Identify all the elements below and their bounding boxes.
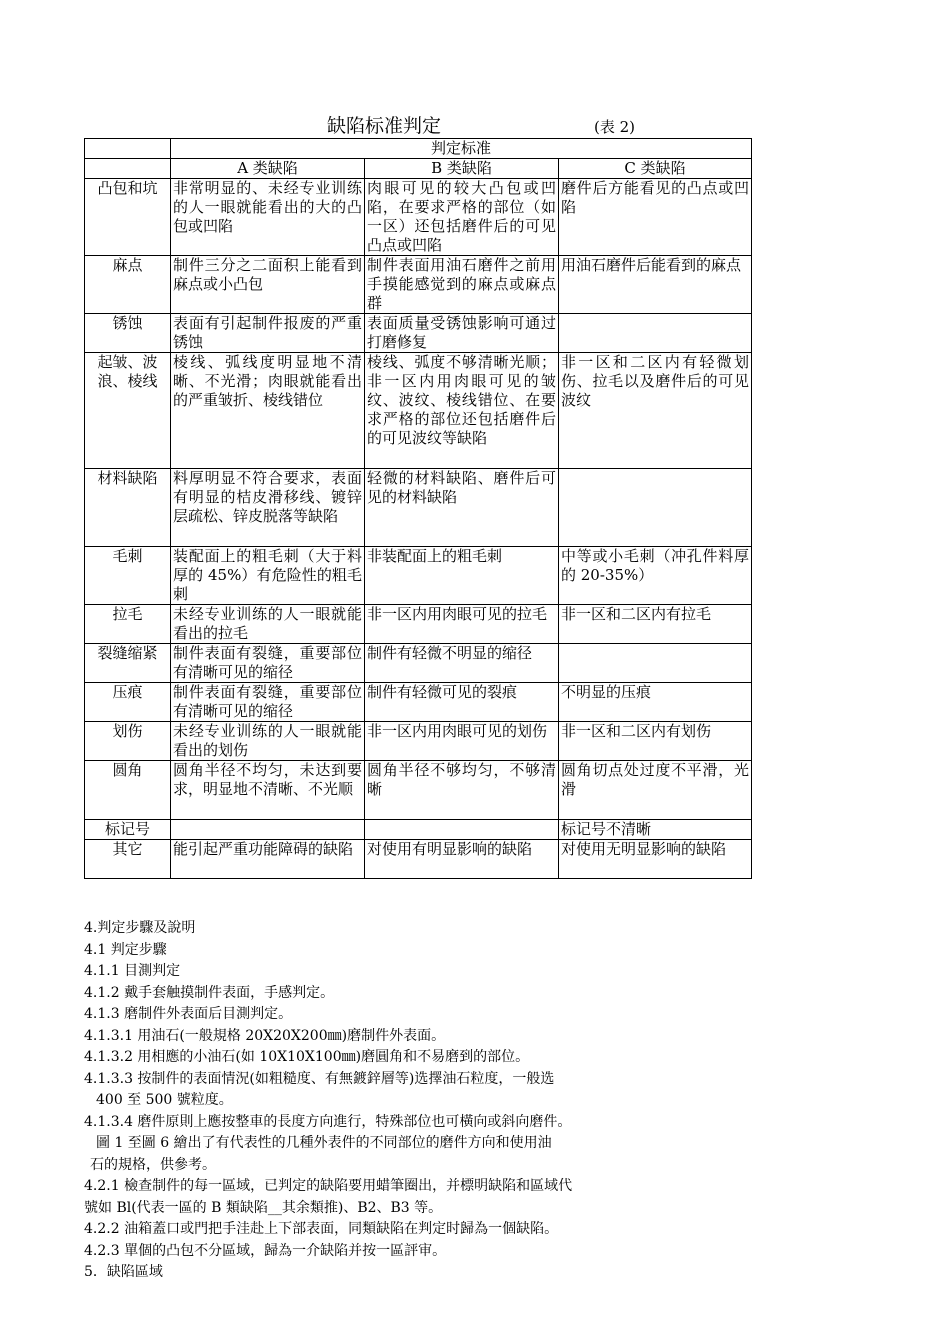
empty-header-cell bbox=[85, 139, 171, 159]
table-row bbox=[85, 179, 752, 256]
table-row bbox=[85, 256, 752, 314]
defect-criteria-table bbox=[84, 138, 752, 879]
a-class-cell: 表面有引起制件报废的严重锈蚀 bbox=[171, 314, 365, 353]
step-line: 400 至 500 號粒度。 bbox=[96, 1092, 233, 1108]
a-class-cell: 非常明显的、未经专业训练的人一眼就能看出的大的凸包或凹陷 bbox=[171, 179, 365, 256]
c-class-cell: 磨件后方能看见的凸点或凹陷 bbox=[559, 179, 752, 256]
category-cell: 拉毛 bbox=[85, 605, 171, 644]
b-class-cell: 肉眼可见的较大凸包或凹陷，在要求严格的部位（如一区）还包括磨件后的可见凸点或凹陷 bbox=[365, 179, 559, 256]
b-class-cell bbox=[365, 820, 559, 840]
c-class-cell bbox=[559, 469, 752, 547]
c-class-cell: 中等或小毛刺（冲孔件料厚的 20-35%） bbox=[559, 547, 752, 605]
step-line: 4.1.3 磨制件外表面后目測判定。 bbox=[84, 1006, 293, 1022]
step-line: 號如 Bl(代表一區的 B 類缺陷__其余類推)、B2、B3 等。 bbox=[84, 1199, 443, 1216]
step-line: 4.1.3.2 用相應的小油石(如 10X10X100㎜)磨圓角和不易磨到的部位。 bbox=[84, 1049, 530, 1065]
step-line: 4.1.3.3 按制件的表面情況(如粗糙度、有無鍍鋅層等)选擇油石粒度，一般选 bbox=[84, 1070, 555, 1087]
a-class-cell: 料厚明显不符合要求，表面有明显的桔皮滑移线、镀锌层疏松、锌皮脱落等缺陷 bbox=[171, 469, 365, 547]
b-class-cell: 表面质量受锈蚀影响可通过打磨修复 bbox=[365, 314, 559, 353]
a-class-cell: 圆角半径不均匀，未达到要求，明显地不清晰、不光顺 bbox=[171, 761, 365, 820]
table-row bbox=[85, 722, 752, 761]
category-cell: 裂缝缩紧 bbox=[85, 644, 171, 683]
step-line: 4.1.1 目測判定 bbox=[84, 963, 181, 979]
category-cell: 划伤 bbox=[85, 722, 171, 761]
category-cell: 圆角 bbox=[85, 761, 171, 820]
empty-header-cell bbox=[85, 159, 171, 179]
step-line: 石的規格，供參考。 bbox=[90, 1156, 216, 1173]
table-row bbox=[85, 683, 752, 722]
table-row bbox=[85, 820, 752, 840]
table-row bbox=[85, 644, 752, 683]
table-row bbox=[85, 605, 752, 644]
category-cell: 凸包和坑 bbox=[85, 179, 171, 256]
section-heading: 4.判定步驟及說明 bbox=[84, 920, 196, 936]
category-cell: 其它 bbox=[85, 840, 171, 879]
table-row bbox=[85, 469, 752, 547]
step-line: 4.2.1 檢查制件的每一區域，已判定的缺陷要用蜡筆圈出，并標明缺陷和區域代 bbox=[84, 1178, 573, 1194]
c-class-cell: 对使用无明显影响的缺陷 bbox=[559, 840, 752, 879]
b-class-cell: 制件有轻微不明显的缩径 bbox=[365, 644, 559, 683]
table-row bbox=[85, 353, 752, 469]
table-row bbox=[85, 840, 752, 879]
step-line: 4.1.3.4 磨件原則上應按整車的長度方向進行，特殊部位也可橫向或斜向磨件。 bbox=[84, 1113, 572, 1130]
category-cell: 麻点 bbox=[85, 256, 171, 314]
a-class-cell bbox=[171, 820, 365, 840]
b-class-cell: 对使用有明显影响的缺陷 bbox=[365, 840, 559, 879]
step-line: 4.1 判定步驟 bbox=[84, 941, 167, 958]
c-class-cell: 不明显的压痕 bbox=[559, 683, 752, 722]
b-class-cell: 非装配面上的粗毛刺 bbox=[365, 547, 559, 605]
table-row bbox=[85, 314, 752, 353]
judgment-steps-section bbox=[84, 918, 724, 1284]
c-class-cell: 标记号不清晰 bbox=[559, 820, 752, 840]
c-class-cell: 非一区和二区内有划伤 bbox=[559, 722, 752, 761]
b-class-cell: 棱线、弧度不够清晰光顺；非一区内用肉眼可见的皱纹、波纹、棱线错位、在要求严格的部位还包括磨件后的可见波纹等缺陷 bbox=[365, 353, 559, 469]
category-cell: 锈蚀 bbox=[85, 314, 171, 353]
category-cell: 毛刺 bbox=[85, 547, 171, 605]
step-line: 4.1.2 戴手套触摸制件表面，手感判定。 bbox=[84, 984, 335, 1001]
c-class-cell bbox=[559, 644, 752, 683]
b-class-cell: 制件表面用油石磨件之前用手摸能感觉到的麻点或麻点群 bbox=[365, 256, 559, 314]
category-cell: 材料缺陷 bbox=[85, 469, 171, 547]
column-header-a: A 类缺陷 bbox=[171, 159, 365, 179]
step-line: 4.2.2 油箱蓋口或門把手洼赴上下部表面，同類缺陷在判定时歸為一個缺陷。 bbox=[84, 1221, 559, 1237]
table-column-header-row bbox=[85, 159, 752, 179]
a-class-cell: 装配面上的粗毛刺（大于料厚的 45%）有危险性的粗毛刺 bbox=[171, 547, 365, 605]
a-class-cell: 制件表面有裂缝，重要部位有清晰可见的缩径 bbox=[171, 644, 365, 683]
a-class-cell: 棱线、弧线度明显地不清晰、不光滑；肉眼就能看出的严重皱折、棱线错位 bbox=[171, 353, 365, 469]
category-cell: 压痕 bbox=[85, 683, 171, 722]
table-reference: (表 2) bbox=[594, 118, 636, 136]
b-class-cell: 圆角半径不够均匀，不够清晰 bbox=[365, 761, 559, 820]
b-class-cell: 轻微的材料缺陷、磨件后可见的材料缺陷 bbox=[365, 469, 559, 547]
c-class-cell bbox=[559, 314, 752, 353]
column-header-b: B 类缺陷 bbox=[365, 159, 559, 179]
category-cell: 起皱、波浪、棱线 bbox=[85, 353, 171, 469]
table-row bbox=[85, 547, 752, 605]
c-class-cell: 非一区和二区内有拉毛 bbox=[559, 605, 752, 644]
c-class-cell: 非一区和二区内有轻微划伤、拉毛以及磨件后的可见波纹 bbox=[559, 353, 752, 469]
group-header: 判定标准 bbox=[171, 139, 752, 159]
step-line: 圖 1 至圖 6 繪出了有代表性的几種外表件的不同部位的磨件方向和使用油 bbox=[96, 1135, 552, 1151]
table-row bbox=[85, 761, 752, 820]
step-line: 4.2.3 單個的凸包不分區域，歸為一介缺陷并按一區評审。 bbox=[84, 1242, 447, 1259]
table-group-header-row bbox=[85, 139, 752, 159]
a-class-cell: 未经专业训练的人一眼就能看出的划伤 bbox=[171, 722, 365, 761]
category-cell: 标记号 bbox=[85, 820, 171, 840]
page-title: 缺陷标准判定 bbox=[327, 115, 442, 137]
c-class-cell: 圆角切点处过度不平滑，光滑 bbox=[559, 761, 752, 820]
a-class-cell: 制件表面有裂缝，重要部位有清晰可见的缩径 bbox=[171, 683, 365, 722]
step-line: 4.1.3.1 用油石(一般規格 20X20X200㎜)磨制件外表面。 bbox=[84, 1027, 446, 1044]
b-class-cell: 非一区内用肉眼可见的划伤 bbox=[365, 722, 559, 761]
a-class-cell: 未经专业训练的人一眼就能看出的拉毛 bbox=[171, 605, 365, 644]
b-class-cell: 制件有轻微可见的裂痕 bbox=[365, 683, 559, 722]
c-class-cell: 用油石磨件后能看到的麻点 bbox=[559, 256, 752, 314]
a-class-cell: 制件三分之二面积上能看到麻点或小凸包 bbox=[171, 256, 365, 314]
a-class-cell: 能引起严重功能障碍的缺陷 bbox=[171, 840, 365, 879]
column-header-c: C 类缺陷 bbox=[559, 159, 752, 179]
b-class-cell: 非一区内用肉眼可见的拉毛 bbox=[365, 605, 559, 644]
title-row bbox=[84, 114, 751, 138]
section-heading: 5．缺陷區域 bbox=[84, 1264, 163, 1280]
